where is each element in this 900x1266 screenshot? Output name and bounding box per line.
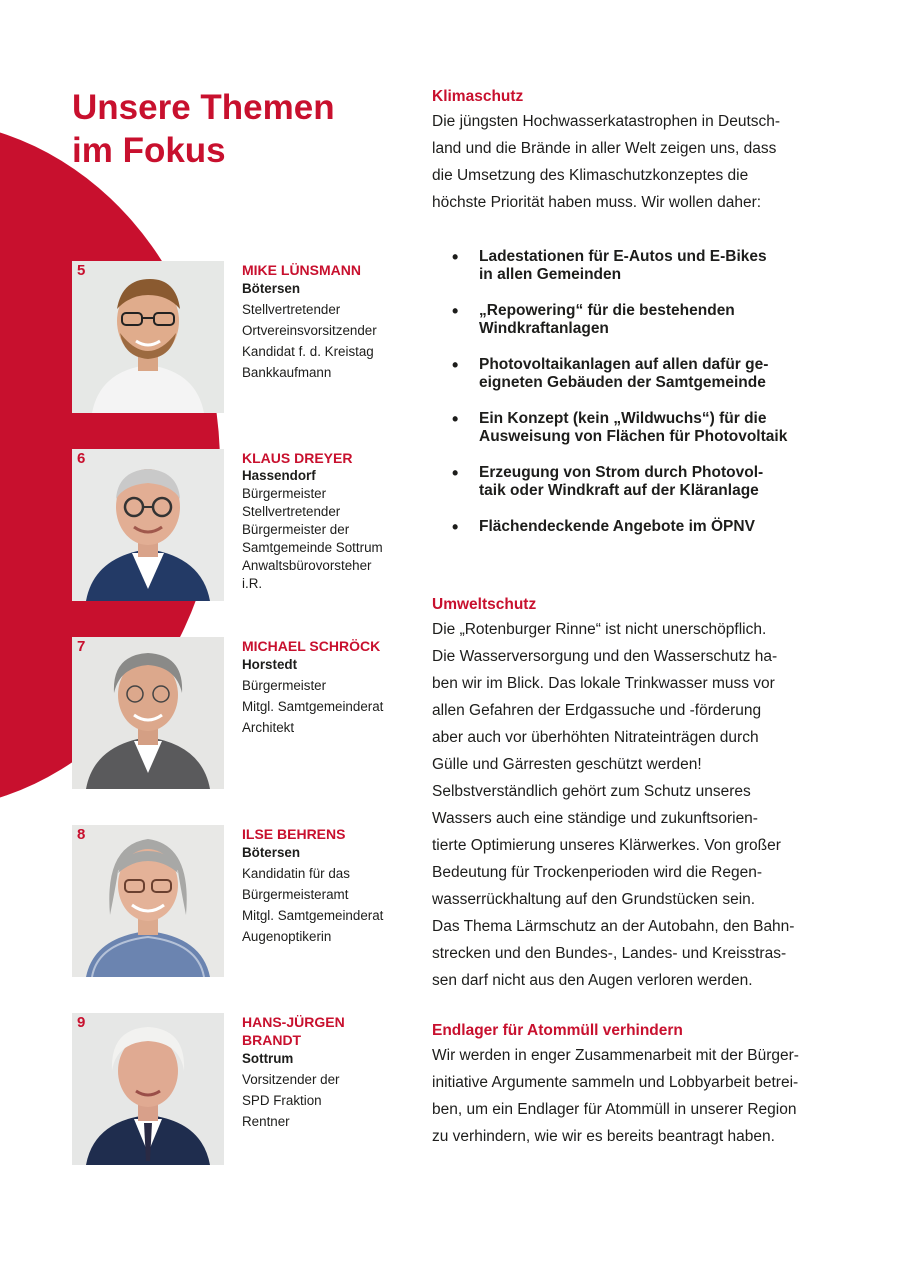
- text-line: Selbstverständlich gehört zum Schutz unseres: [432, 783, 751, 800]
- candidate-name: ILSE BEHRENS: [242, 826, 346, 842]
- candidate-detail: Vorsitzender der: [242, 1072, 340, 1087]
- section-paragraph: [432, 108, 832, 216]
- candidate-number: 9: [77, 1014, 86, 1031]
- bullet-line: in allen Gemeinden: [479, 266, 622, 283]
- text-line: Die „Rotenburger Rinne“ ist nicht unerschöpflich.: [432, 621, 767, 638]
- portrait-image: [72, 1013, 224, 1165]
- candidate-detail: Kandidatin für das: [242, 866, 350, 881]
- bullet-line: • Erzeugung von Strom durch Photovol-: [479, 464, 764, 481]
- candidate-info: [242, 261, 412, 383]
- candidate-place: Bötersen: [242, 281, 301, 296]
- bullet-item: [452, 410, 832, 446]
- umweltschutz-section: [432, 594, 832, 994]
- portrait-image: [72, 637, 224, 789]
- text-line: strecken und den Bundes-, Landes- und Kreisstras-: [432, 945, 787, 962]
- candidate-photo: [72, 825, 224, 977]
- portrait-image: [72, 261, 224, 413]
- text-line: ben wir im Blick. Das lokale Trinkwasser muss vor: [432, 675, 775, 692]
- candidate-photo: [72, 449, 224, 601]
- candidate-detail: Bürgermeister: [242, 486, 327, 501]
- text-line: sen darf nicht aus den Augen verloren werden.: [432, 972, 753, 989]
- candidate-card: [72, 637, 412, 789]
- candidate-detail: Ortvereinsvorsitzender: [242, 323, 377, 338]
- candidate-detail: Bürgermeisteramt: [242, 887, 349, 902]
- portrait-image: [72, 825, 224, 977]
- bullet-item: [452, 302, 832, 338]
- text-line: Gülle und Gärresten geschützt werden!: [432, 756, 702, 773]
- bullet-item: [452, 248, 832, 284]
- candidate-detail: Samtgemeinde Sottrum: [242, 540, 383, 555]
- bullet-item: [452, 356, 832, 392]
- candidate-info: [242, 1013, 412, 1132]
- bullet-line: • „Repowering“ für die bestehenden: [479, 302, 735, 319]
- bullet-line: eigneten Gebäuden der Samtgemeinde: [479, 374, 766, 391]
- text-line: initiative Argumente sammeln und Lobbyarbeit betrei-: [432, 1074, 799, 1091]
- candidate-detail: SPD Fraktion: [242, 1093, 322, 1108]
- candidate-card: [72, 261, 412, 413]
- headline-line-1: Unsere Themen: [72, 88, 335, 127]
- text-line: Wassers auch eine ständige und zukunftsorien-: [432, 810, 758, 827]
- bullet-line: • Ladestationen für E-Autos und E-Bikes: [479, 248, 767, 265]
- section-title: Klimaschutz: [432, 88, 524, 105]
- candidate-name: MICHAEL SCHRÖCK: [242, 638, 381, 654]
- bullet-line: taik oder Windkraft auf der Kläranlage: [479, 482, 759, 499]
- text-line: aber auch vor überhöhten Nitrateinträgen durch: [432, 729, 759, 746]
- candidate-detail: i.R.: [242, 576, 263, 591]
- text-line: allen Gefahren der Erdgassuche und -förderung: [432, 702, 762, 719]
- section-paragraph: [432, 616, 832, 994]
- candidate-detail: Mitgl. Samtgemeinderat: [242, 699, 384, 714]
- portrait-image: [72, 449, 224, 601]
- candidate-detail: Bürgermeister der: [242, 522, 350, 537]
- candidate-place: Sottrum: [242, 1051, 294, 1066]
- text-line: Wir werden in enger Zusammenarbeit mit der Bürger-: [432, 1047, 799, 1064]
- bullet-item: [452, 464, 832, 500]
- text-line: Die Wasserversorgung und den Wasserschutz ha-: [432, 648, 778, 665]
- candidate-detail: Stellvertretender: [242, 504, 341, 519]
- text-line: die Umsetzung des Klimaschutzkonzeptes die: [432, 167, 749, 184]
- candidate-number: 7: [77, 638, 86, 655]
- candidate-card: [72, 449, 412, 601]
- endlager-section: [432, 1020, 832, 1150]
- candidate-detail: Anwaltsbürovorsteher: [242, 558, 372, 573]
- candidate-number: 6: [77, 450, 86, 467]
- text-line: land und die Brände in aller Welt zeigen uns, dass: [432, 140, 777, 157]
- candidate-name: MIKE LÜNSMANN: [242, 262, 361, 278]
- bullet-item: [452, 518, 832, 536]
- candidate-name: HANS-JÜRGEN: [242, 1014, 345, 1030]
- bullet-line: • Ein Konzept (kein „Wildwuchs“) für die: [479, 410, 767, 427]
- section-paragraph: [432, 1042, 832, 1150]
- text-line: ben, um ein Endlager für Atommüll in unserer Region: [432, 1101, 797, 1118]
- candidate-detail: Augenoptikerin: [242, 929, 332, 944]
- candidate-number: 5: [77, 262, 86, 279]
- klimaschutz-section: [432, 86, 832, 216]
- candidate-detail: Bürgermeister: [242, 678, 327, 693]
- bullet-line: • Photovoltaikanlagen auf allen dafür ge-: [479, 356, 769, 373]
- section-title: Umweltschutz: [432, 596, 537, 613]
- text-line: zu verhindern, wie wir es bereits beantragt haben.: [432, 1128, 775, 1145]
- candidate-photo: [72, 637, 224, 789]
- page-headline: [72, 86, 335, 172]
- klimaschutz-bullet-list: [452, 248, 832, 554]
- candidate-detail: Mitgl. Samtgemeinderat: [242, 908, 384, 923]
- candidate-card: [72, 825, 412, 977]
- candidate-info: [242, 637, 412, 738]
- candidate-number: 8: [77, 826, 86, 843]
- candidate-info: [242, 825, 412, 947]
- candidate-place: Hassendorf: [242, 468, 316, 483]
- candidate-card: [72, 1013, 412, 1165]
- bullet-line: • Flächendeckende Angebote im ÖPNV: [479, 518, 755, 535]
- candidate-detail: Architekt: [242, 720, 295, 735]
- candidate-detail: Kandidat f. d. Kreistag: [242, 344, 374, 359]
- candidate-name: BRANDT: [242, 1032, 302, 1048]
- candidate-name: KLAUS DREYER: [242, 450, 353, 466]
- text-line: höchste Priorität haben muss. Wir wollen daher:: [432, 194, 762, 211]
- bullet-line: Windkraftanlagen: [479, 320, 609, 337]
- candidate-place: Bötersen: [242, 845, 301, 860]
- candidate-detail: Bankkaufmann: [242, 365, 332, 380]
- text-line: Das Thema Lärmschutz an der Autobahn, den Bahn-: [432, 918, 795, 935]
- headline-line-2: im Fokus: [72, 131, 226, 170]
- text-line: wasserrückhaltung auf den Grundstücken sein.: [432, 891, 756, 908]
- candidate-info: [242, 449, 412, 593]
- candidate-detail: Stellvertretender: [242, 302, 341, 317]
- candidate-photo: [72, 1013, 224, 1165]
- text-line: tierte Optimierung unseres Klärwerkes. Von großer: [432, 837, 781, 854]
- candidate-photo: [72, 261, 224, 413]
- candidate-detail: Rentner: [242, 1114, 290, 1129]
- text-line: Bedeutung für Trockenperioden wird die Regen-: [432, 864, 763, 881]
- bullet-line: Ausweisung von Flächen für Photovoltaik: [479, 428, 788, 445]
- candidate-place: Horstedt: [242, 657, 298, 672]
- text-line: Die jüngsten Hochwasserkatastrophen in Deutsch-: [432, 113, 781, 130]
- section-title: Endlager für Atommüll verhindern: [432, 1022, 683, 1039]
